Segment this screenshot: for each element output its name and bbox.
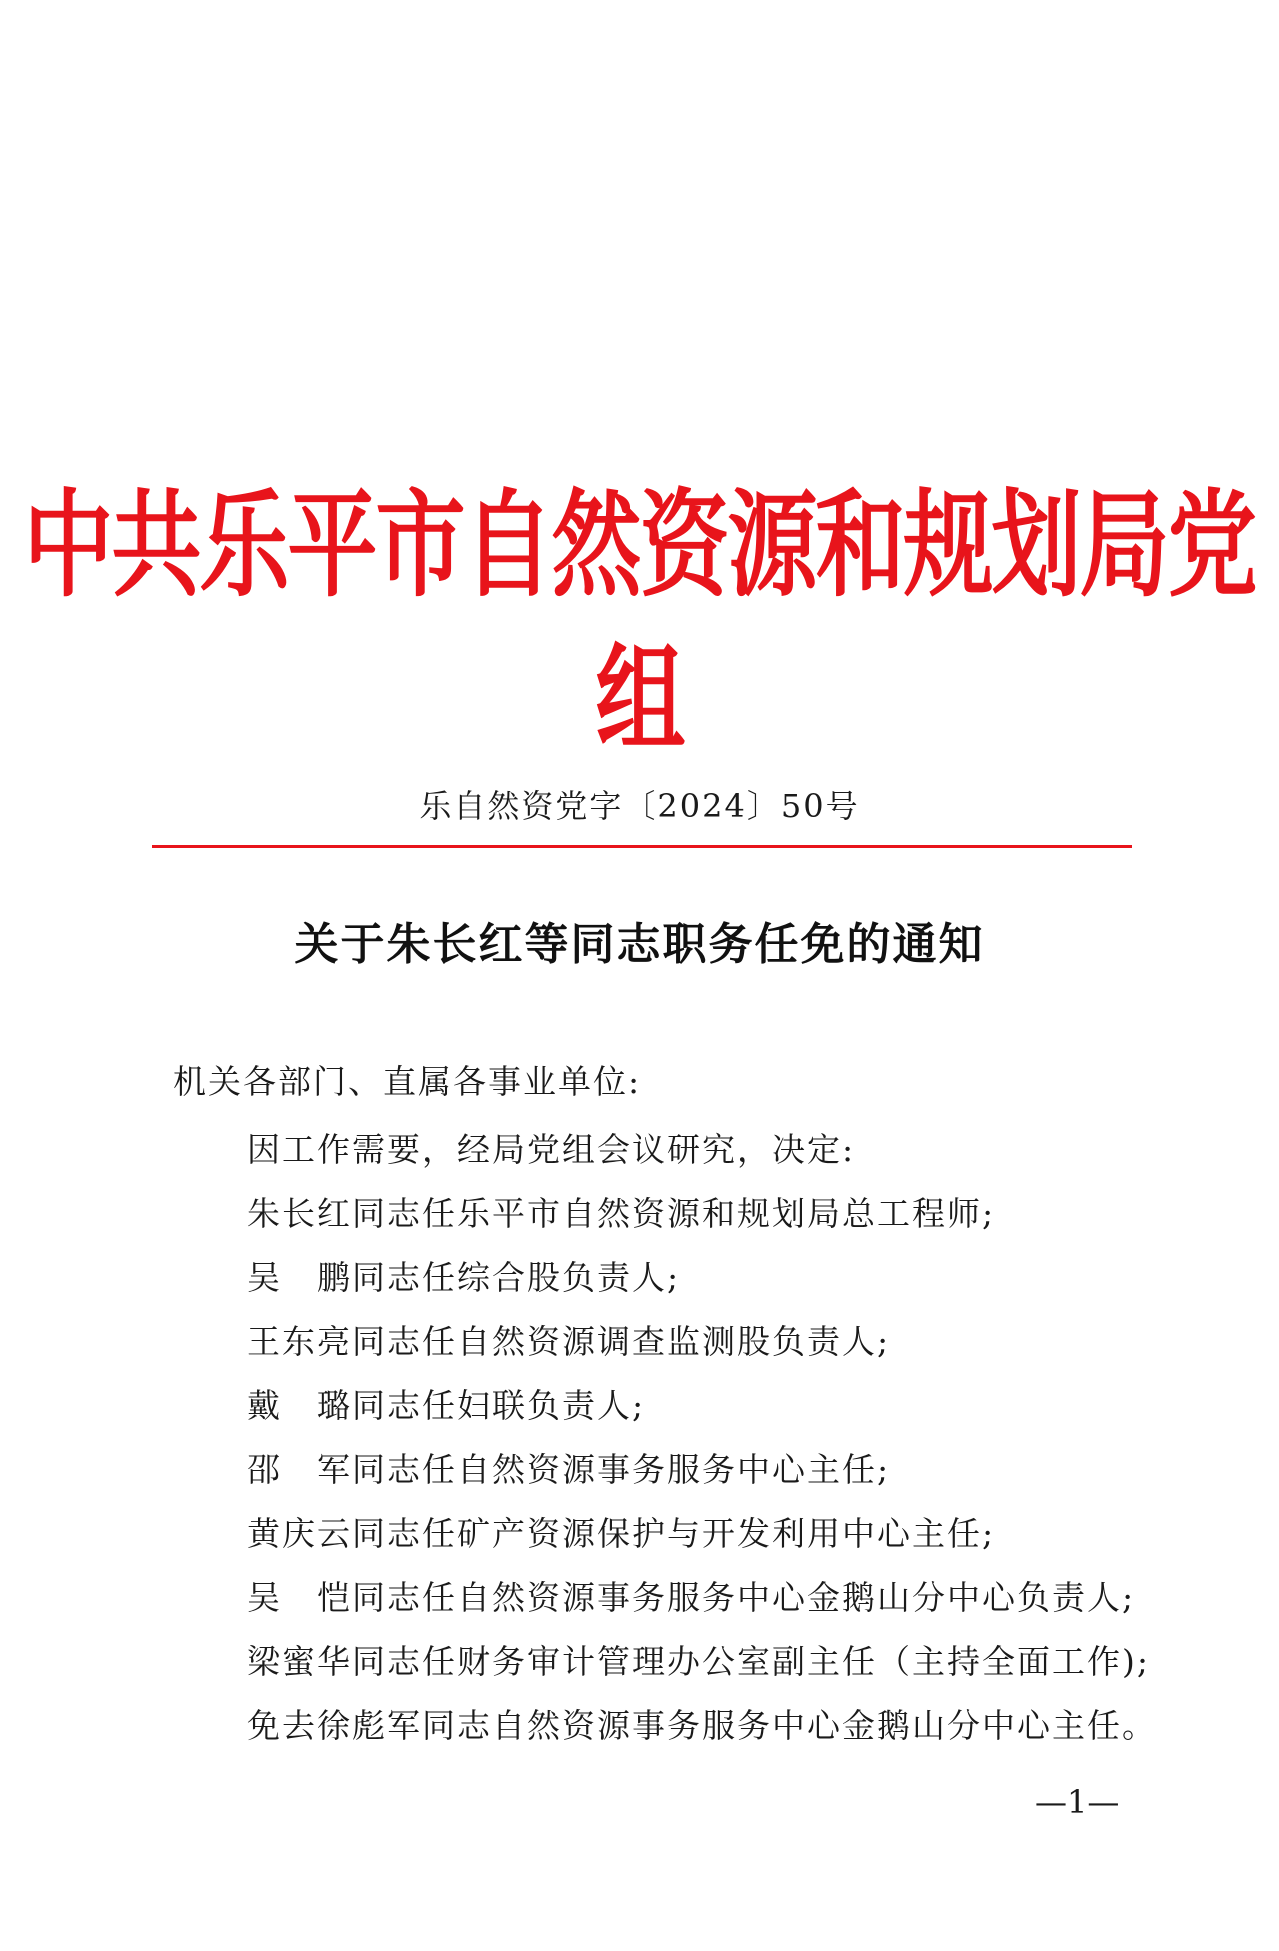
body-line: 黄庆云同志任矿产资源保护与开发利用中心主任; [247,1514,996,1553]
body-line: 吴 恺同志任自然资源事务服务中心金鹅山分中心负责人; [247,1578,1136,1617]
red-divider-line [152,845,1132,848]
body-line: 朱长红同志任乐平市自然资源和规划局总工程师; [247,1194,996,1233]
document-number: 乐自然资党字〔2024〕50号 [419,787,860,825]
issuer-masthead: 中共乐平市自然资源和规划局党组 [23,478,1256,767]
body-line: 免去徐彪军同志自然资源事务服务中心金鹅山分中心主任。 [247,1706,1157,1745]
body-line: 邵 军同志任自然资源事务服务中心主任; [247,1450,891,1489]
body-line: 吴 鹏同志任综合股负责人; [247,1258,681,1297]
salutation: 机关各部门、直属各事业单位: [173,1062,642,1101]
body-line: 戴 璐同志任妇联负责人; [247,1386,646,1425]
notice-body [247,1118,1157,1758]
body-line: 因工作需要，经局党组会议研究，决定: [247,1130,856,1169]
body-line: 梁蜜华同志任财务审计管理办公室副主任（主持全面工作); [247,1642,1150,1681]
page-number: —1— [1035,1783,1120,1821]
notice-title: 关于朱长红等同志职务任免的通知 [294,919,985,970]
body-line: 王东亮同志任自然资源调查监测股负责人; [247,1322,891,1361]
